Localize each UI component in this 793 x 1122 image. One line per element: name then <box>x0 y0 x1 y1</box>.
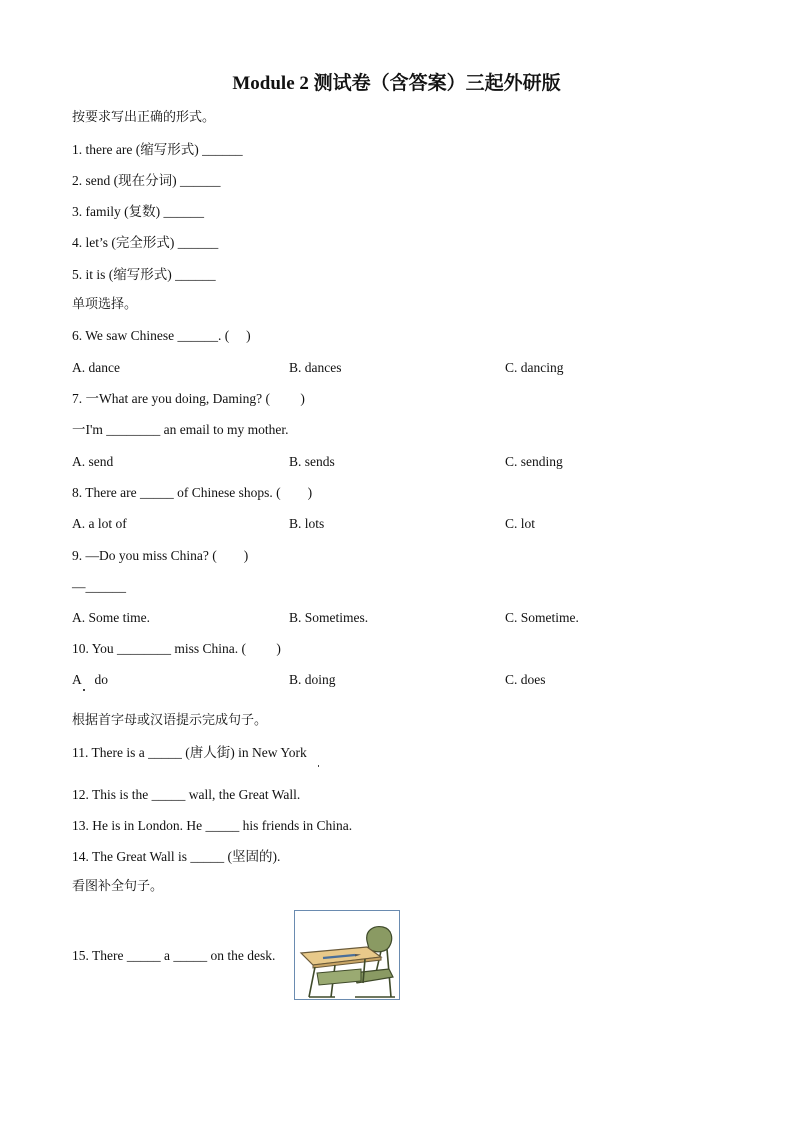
question-7-stem: 7. 一What are you doing, Daming? ( ) <box>72 391 305 406</box>
question-9-option-c: C. Sometime. <box>505 610 579 625</box>
section-heading-forms: 按要求写出正确的形式。 <box>72 110 216 125</box>
stray-dot <box>83 689 85 691</box>
page-title: Module 2 测试卷（含答案）三起外研版 <box>232 73 561 94</box>
question-10-option-b: B. doing <box>289 672 336 687</box>
stray-dot <box>318 765 319 767</box>
question-10-option-a: A do <box>72 672 109 687</box>
question-7-option-a: A. send <box>72 454 114 469</box>
question-13: 13. He is in London. He _____ his friends in China. <box>72 818 353 833</box>
question-3: 3. family (复数) ______ <box>72 204 204 219</box>
question-7-option-c: C. sending <box>505 454 563 469</box>
question-14: 14. The Great Wall is _____ (坚固的). <box>72 849 281 864</box>
question-6-stem: 6. We saw Chinese ______. ( ) <box>72 328 251 343</box>
question-9-answer-blank: —______ <box>72 579 126 594</box>
question-4: 4. let’s (完全形式) ______ <box>72 235 219 250</box>
question-8-option-b: B. lots <box>289 516 325 531</box>
question-7-option-b: B. sends <box>289 454 335 469</box>
question-8-option-a: A. a lot of <box>72 516 127 531</box>
section-heading-picture: 看图补全句子。 <box>72 879 164 894</box>
question-6-option-a: A. dance <box>72 360 120 375</box>
question-8-stem: 8. There are _____ of Chinese shops. ( ) <box>72 485 313 500</box>
question-7-stem-reply: 一I'm ________ an email to my mother. <box>72 422 289 437</box>
question-2: 2. send (现在分词) ______ <box>72 173 221 188</box>
section-heading-choice: 单项选择。 <box>72 297 138 312</box>
question-6-option-c: C. dancing <box>505 360 564 375</box>
question-1: 1. there are (缩写形式) ______ <box>72 142 243 157</box>
question-5: 5. it is (缩写形式) ______ <box>72 267 216 282</box>
school-desk-with-pencil-picture <box>294 910 400 1000</box>
question-10-option-c: C. does <box>505 672 546 687</box>
question-10-stem: 10. You ________ miss China. ( ) <box>72 641 281 656</box>
question-9-option-a: A. Some time. <box>72 610 150 625</box>
desk-illustration <box>295 911 399 999</box>
question-8-option-c: C. lot <box>505 516 536 531</box>
section-heading-complete: 根据首字母或汉语提示完成句子。 <box>72 713 268 728</box>
question-9-option-b: B. Sometimes. <box>289 610 369 625</box>
question-15: 15. There _____ a _____ on the desk. <box>72 948 276 963</box>
question-12: 12. This is the _____ wall, the Great Wall. <box>72 787 301 802</box>
question-11: 11. There is a _____ (唐人街) in New York <box>72 745 307 760</box>
question-9-stem: 9. —Do you miss China? ( ) <box>72 548 249 563</box>
question-6-option-b: B. dances <box>289 360 342 375</box>
